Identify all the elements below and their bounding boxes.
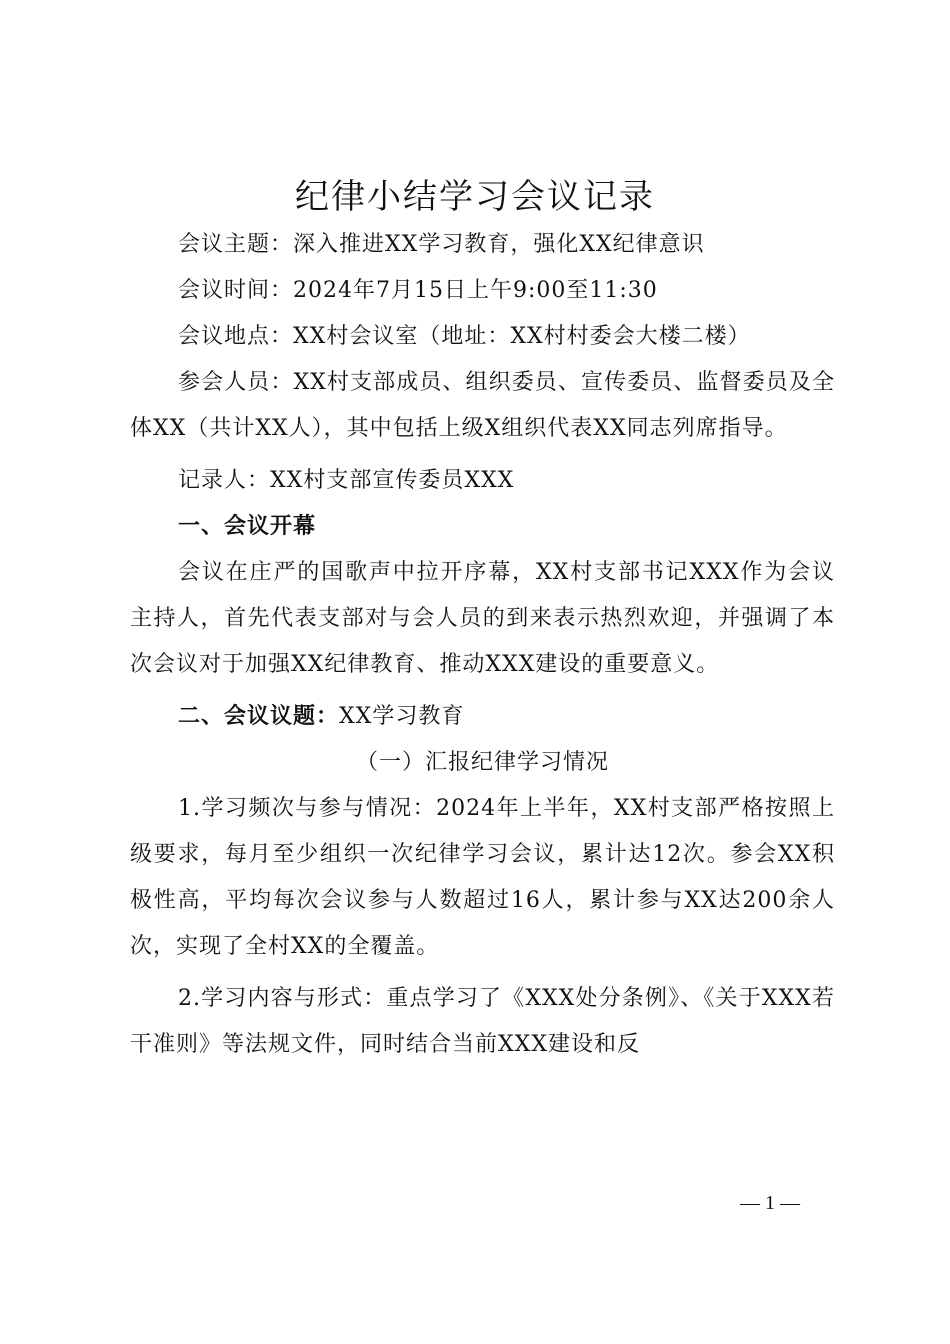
section-2-heading-rest: XX学习教育 (339, 704, 465, 729)
page-number: — 1 — (740, 1192, 800, 1214)
section-2-heading (130, 694, 835, 740)
document-body (130, 222, 835, 1068)
meeting-theme: 会议主题：深入推进XX学习教育，强化XX纪律意识 (178, 232, 705, 257)
meeting-time: 会议时间：2024年7月15日上午9:00至11:30 (178, 278, 658, 303)
section-2-heading-bold: 二、会议议题： (178, 704, 340, 729)
section-1-body: 会议在庄严的国歌声中拉开序幕，XX村支部书记XXX作为会议主持人，首先代表支部对与会人员的到来表示热烈欢迎，并强调了本次会议对于加强XX纪律教育、推动XXX建设的重要意义。 (130, 560, 835, 677)
item-2-paragraph: 2.学习内容与形式：重点学习了《XXX处分条例》、《关于XXX若干准则》等法规文件，同时结合当前XXX建设和反 (130, 986, 835, 1057)
meeting-recorder: 记录人：XX村支部宣传委员XXX (178, 468, 515, 493)
section-1-heading: 一、会议开幕 (178, 514, 317, 539)
meeting-place: 会议地点：XX村会议室（地址：XX村村委会大楼二楼） (178, 324, 751, 349)
meeting-attendees: 参会人员：XX村支部成员、组织委员、宣传委员、监督委员及全体XX（共计XX人），其中包括上级X组织代表XX同志列席指导。 (130, 370, 835, 441)
item-1-paragraph: 1.学习频次与参与情况：2024年上半年，XX村支部严格按照上级要求，每月至少组织一次纪律学习会议，累计达12次。参会XX积极性高，平均每次会议参与人数超过16人，累计参与XX达200余人次，实现了全村XX的全覆盖。 (130, 796, 835, 959)
subsection-1-heading: （一）汇报纪律学习情况 (355, 750, 609, 775)
document-title: 纪律小结学习会议记录 (295, 177, 655, 217)
